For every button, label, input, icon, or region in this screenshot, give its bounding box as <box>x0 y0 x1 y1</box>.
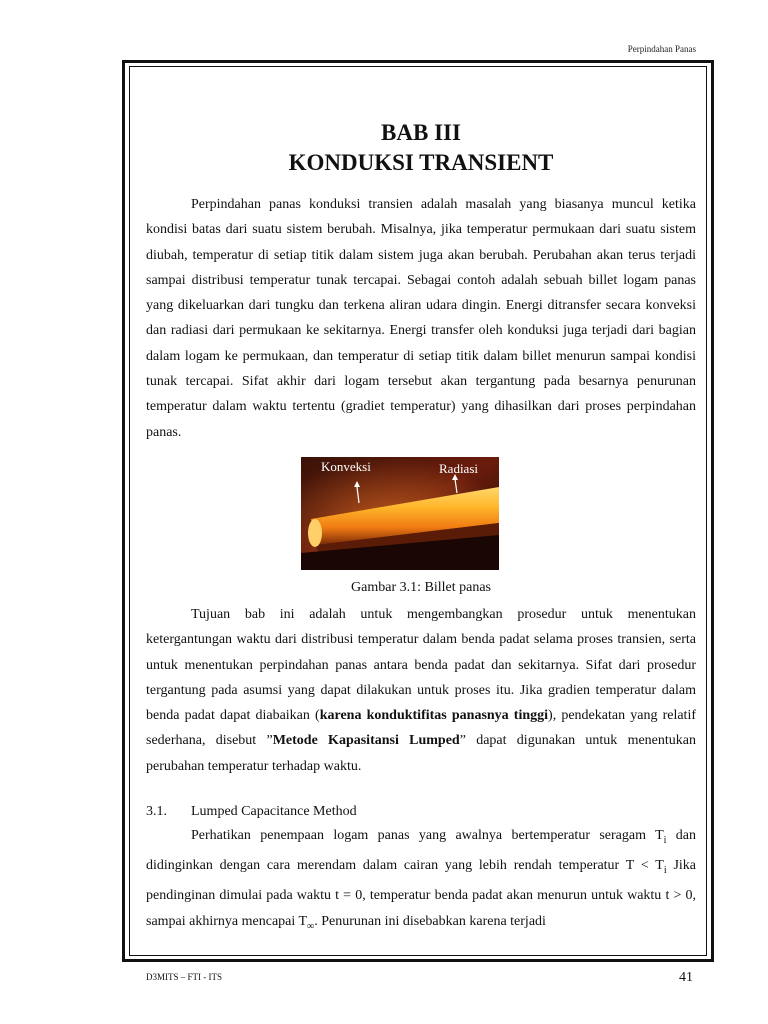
billet-figure <box>301 457 499 570</box>
paragraph-purpose: Tujuan bab ini adalah untuk mengembangkan prosedur untuk menentukan ketergantungan waktu dari distribusi temperatur dalam benda padat selama proses transien, serta untuk menentukan perpindahan panas antara benda padat dan sekitarnya. Sifat dari prosedur tergantung pada asumsi yang dapat dilakukan untuk proses itu. Jika gradien temperatur dalam benda padat dapat diabaikan (karena konduktifitas panasnya tinggi), pendekatan yang relatif sederhana, disebut ”Metode Kapasitansi Lumped” dapat digunakan untuk menentukan perubahan temperatur terhadap waktu. <box>146 606 696 774</box>
section-title: Lumped Capacitance Method <box>191 804 357 820</box>
running-header: Perpindahan Panas <box>627 44 696 54</box>
figure-label-convection: Konveksi <box>321 458 371 474</box>
figure-caption: Gambar 3.1: Billet panas <box>351 579 491 595</box>
figure-label-radiation: Radiasi <box>439 460 478 476</box>
paragraph-intro: Perpindahan panas konduksi transien adalah masalah yang biasanya muncul ketika kondisi batas dari suatu sistem berubah. Misalnya, jika temperatur permukaan dari suatu sistem diubah, temperatur di setiap titik dalam sistem juga akan berubah. Perubahan akan terus terjadi sampai distribusi temperatur tunak tercapai. Sebagai contoh adalah sebuah billet logam panas yang dikeluarkan dari tungku dan terkena aliran udara dingin. Energi ditransfer secara konveksi dan radiasi dari permukaan ke sekitarnya. Energi transfer oleh konduksi juga terjadi dari bagian dalam logam ke permukaan, dan temperatur di setiap titik dalam billet menurun sampai kondisi tunak tercapai. Sifat akhir dari logam tersebut akan tergantung pada besarnya penurunan temperatur dalam waktu tertentu (gradiet temperatur) yang dihasilkan dari proses perpindahan panas. <box>146 197 696 440</box>
section-heading <box>146 801 696 823</box>
chapter-title: KONDUKSI TRANSIENT <box>288 150 554 175</box>
page-number: 41 <box>679 970 693 985</box>
bold-phrase-conductivity: karena konduktifitas panasnya tinggi <box>319 708 549 724</box>
paragraph-lumped: Perhatikan penempaan logam panas yang awalnya bertemperatur seragam $T_i$ dan didinginkan dengan cara merendam dalam cairan yang lebih rendah temperatur $T < T_i$ Jika pendinginan dimulai pada waktu t = 0, temperatur benda padat akan menurun untuk waktu t > 0, sampai akhirnya mencapai $T_\infty$. Penurunan ini disebabkan karena terjadi <box>146 828 696 932</box>
bold-phrase-method: Metode Kapasitansi Lumped <box>272 733 460 749</box>
chapter-number: BAB III <box>381 120 461 145</box>
page-content <box>146 118 696 939</box>
footer-institution: D3MITS – FTI - ITS <box>146 972 222 982</box>
section-number: 3.1. <box>146 804 167 820</box>
